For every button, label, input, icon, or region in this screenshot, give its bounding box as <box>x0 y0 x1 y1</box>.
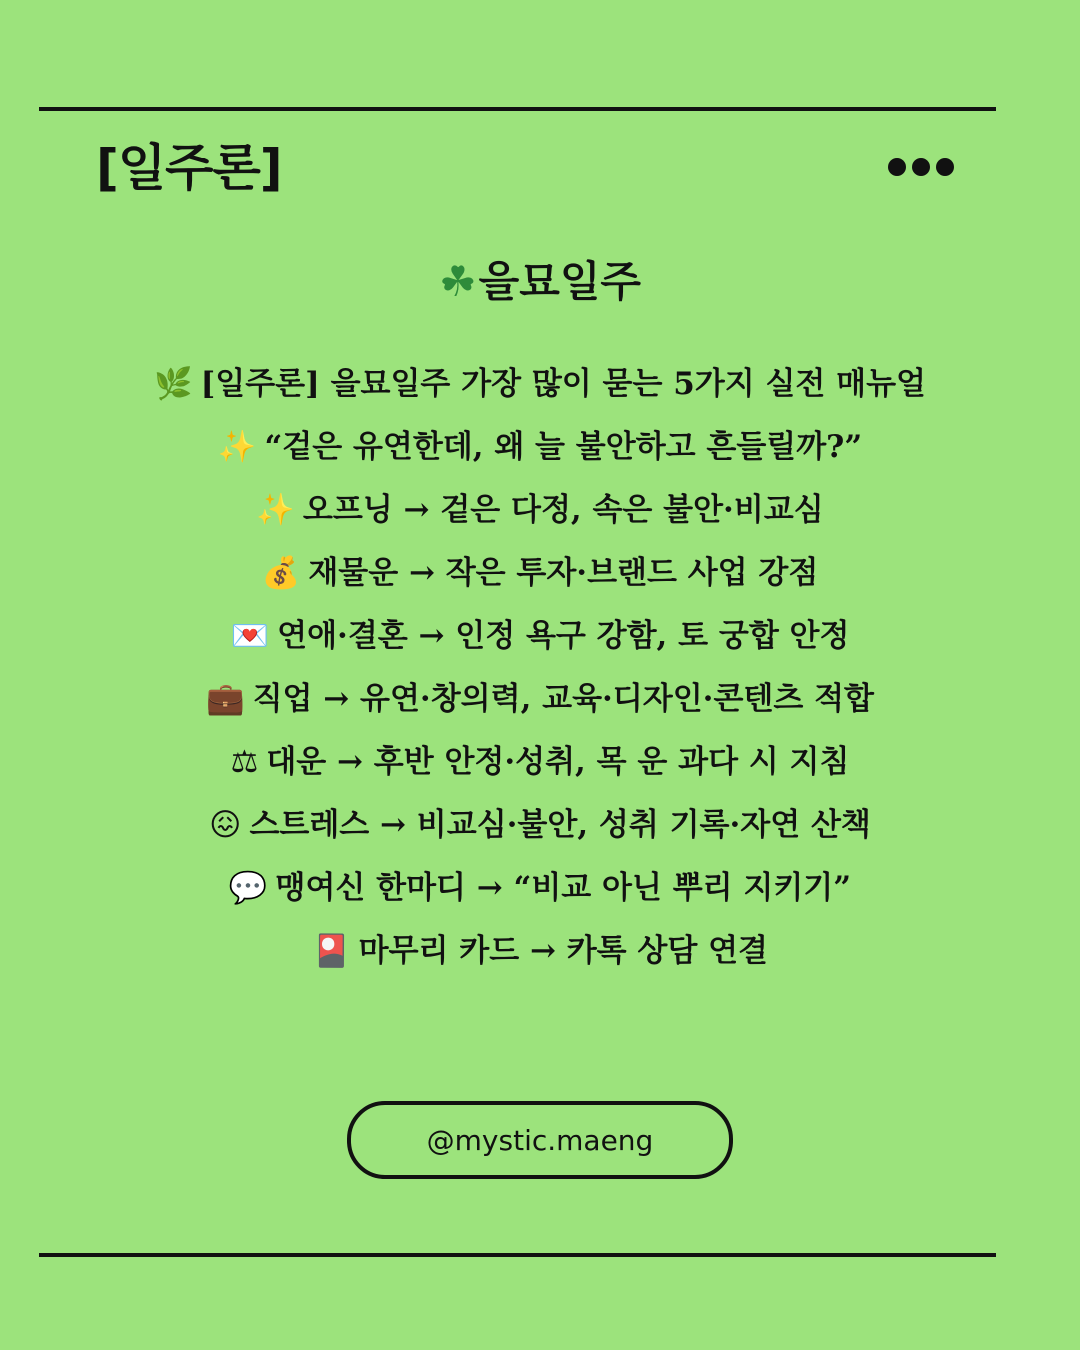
post-heading <box>0 252 1080 312</box>
more-dot-icon <box>936 158 954 176</box>
list-item-text: [일주론] 을묘일주 가장 많이 묻는 5가지 실전 매뉴얼 <box>200 366 926 402</box>
list-item <box>0 542 1080 605</box>
flower-card-icon: 🎴 <box>312 933 351 969</box>
list-item <box>0 920 1080 983</box>
list-item-text: 연애·결혼 → 인정 욕구 강함, 토 궁합 안정 <box>277 618 850 654</box>
balance-scale-icon: ⚖ <box>230 744 259 780</box>
list-item <box>0 605 1080 668</box>
list-item-text: 재물운 → 작은 투자·브랜드 사업 강점 <box>308 555 819 591</box>
bottom-divider <box>39 1253 996 1257</box>
love-letter-icon: 💌 <box>230 618 270 654</box>
list-item-text: 스트레스 → 비교심·불안, 성취 기록·자연 산책 <box>249 807 871 843</box>
money-bag-icon: 💰 <box>261 555 301 591</box>
list-item <box>0 731 1080 794</box>
list-item <box>0 479 1080 542</box>
content-list <box>0 353 1080 983</box>
more-menu-button[interactable] <box>888 155 954 179</box>
briefcase-icon: 💼 <box>205 681 245 717</box>
list-item-text: 오프닝 → 겉은 다정, 속은 불안·비교심 <box>302 492 824 528</box>
herb-icon: 🌿 <box>154 366 193 402</box>
list-item <box>0 416 1080 479</box>
top-divider <box>39 107 996 111</box>
list-item-text: 맹여신 한마디 → “비교 아닌 뿌리 지키기” <box>275 870 852 906</box>
list-item-text: 직업 → 유연·창의력, 교육·디자인·콘텐츠 적합 <box>252 681 874 717</box>
clover-icon: ☘ <box>439 257 477 306</box>
sparkles-icon: ✨ <box>256 492 295 528</box>
list-item-text: 대운 → 후반 안정·성취, 목 운 과다 시 지침 <box>266 744 850 780</box>
list-item-text: 마무리 카드 → 카톡 상담 연결 <box>358 933 768 969</box>
confounded-face-icon: 😖 <box>209 807 242 843</box>
more-dot-icon <box>888 158 906 176</box>
list-item <box>0 857 1080 920</box>
page-title: [일주론] <box>96 139 282 197</box>
profile-handle-button[interactable] <box>347 1101 733 1179</box>
speech-bubble-icon: 💬 <box>228 870 268 906</box>
handle-text: @mystic.maeng <box>426 1123 654 1157</box>
list-item <box>0 353 1080 416</box>
list-item <box>0 668 1080 731</box>
list-item-text: “겉은 유연한데, 왜 늘 불안하고 흔들릴까?” <box>264 429 863 465</box>
sparkles-icon: ✨ <box>217 429 257 465</box>
list-item <box>0 794 1080 857</box>
heading-text: 을묘일주 <box>478 257 641 306</box>
more-dot-icon <box>912 158 930 176</box>
